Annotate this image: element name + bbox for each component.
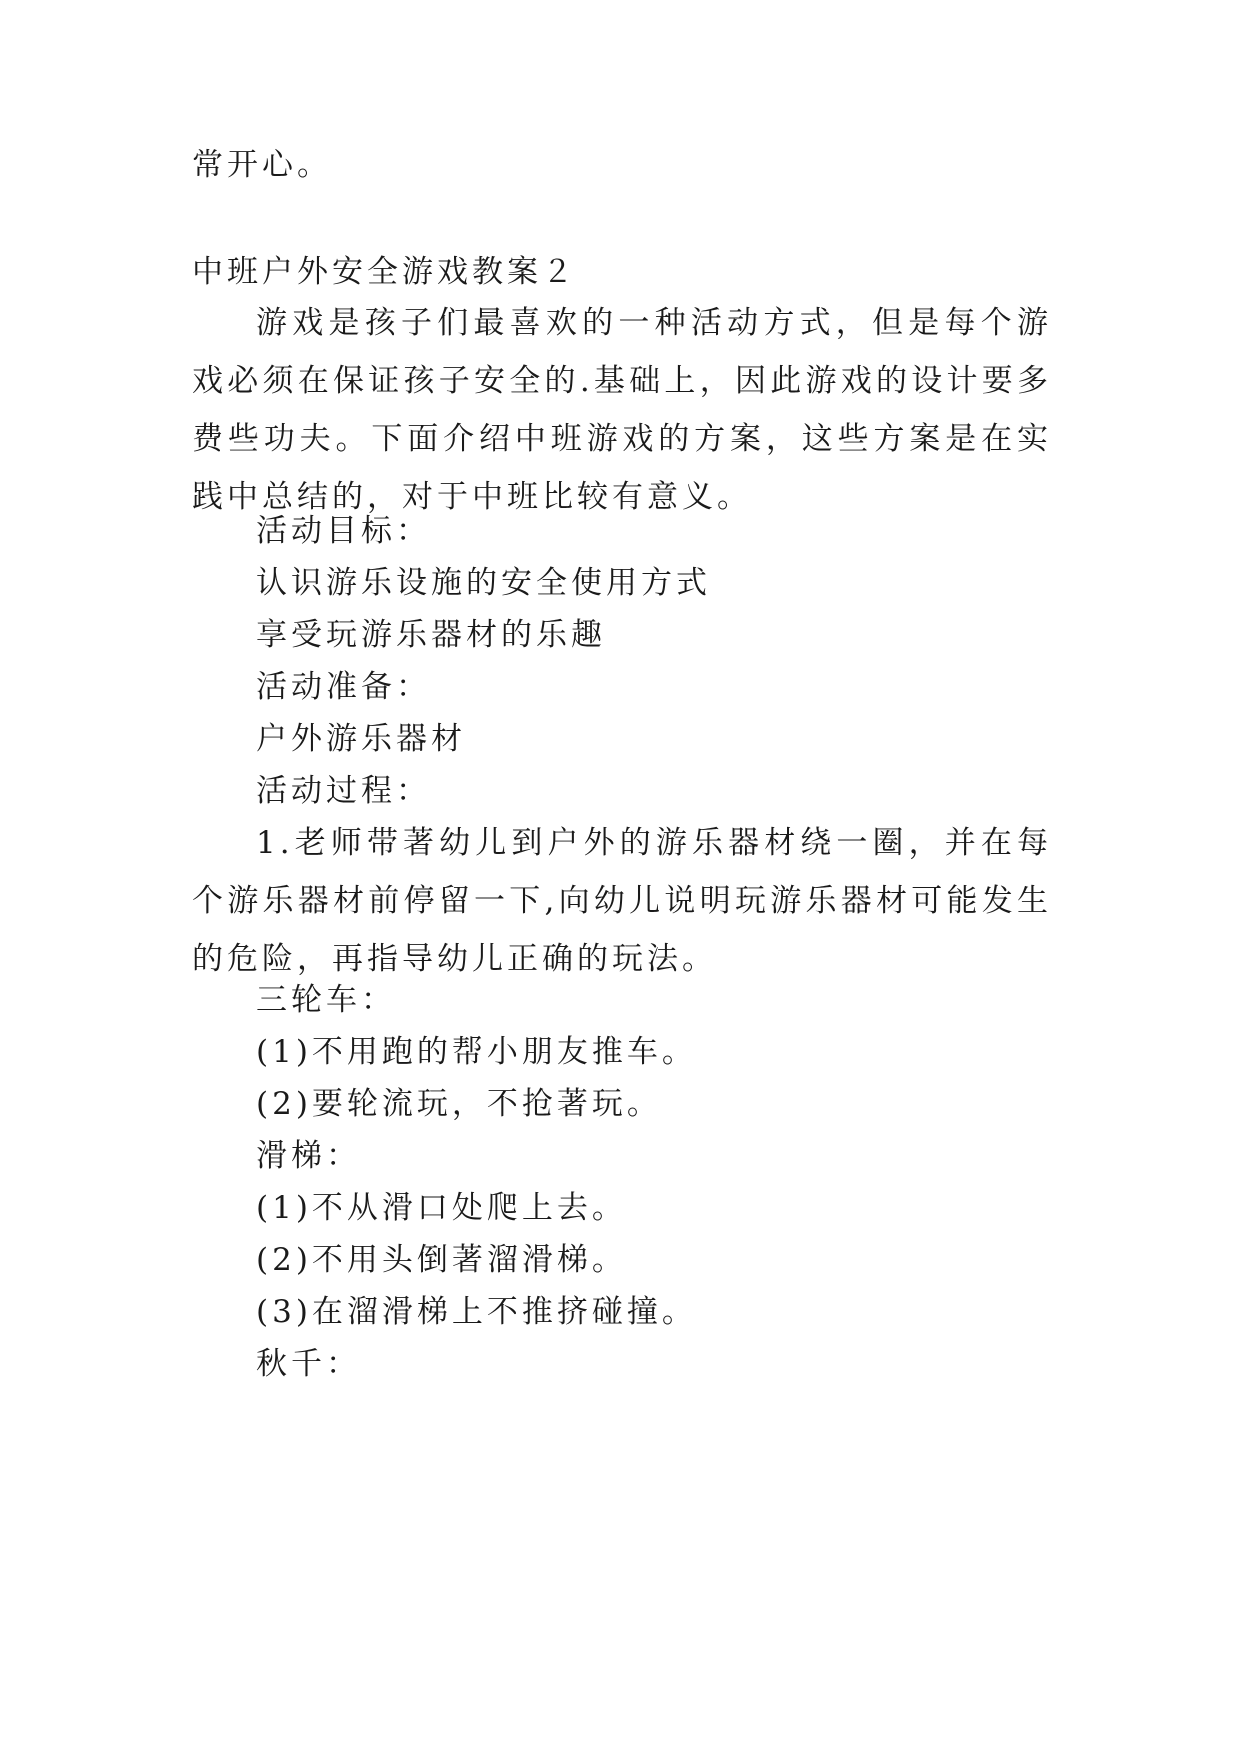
- swing-heading: 秋千：: [256, 1346, 361, 1382]
- slide-rule-1: (1)不从滑口处爬上去。: [256, 1190, 627, 1226]
- process-step-1: 1.老师带著幼儿到户外的游乐器材绕一圈，并在每个游乐器材前停留一下,向幼儿说明玩游乐器材可能发生的危险，再指导幼儿正确的玩法。: [192, 825, 1052, 977]
- tricycle-rule-2: (2)要轮流玩，不抢著玩。: [256, 1086, 662, 1122]
- intro-paragraph: 游戏是孩子们最喜欢的一种活动方式，但是每个游戏必须在保证孩子安全的.基础上，因此游戏的设计要多费些功夫。下面介绍中班游戏的方案，这些方案是在实践中总结的，对于中班比较有意义。: [192, 305, 1052, 515]
- prep-item-1: 户外游乐器材: [256, 721, 466, 757]
- process-heading: 活动过程：: [256, 773, 431, 809]
- tricycle-heading: 三轮车：: [256, 982, 396, 1018]
- goal-item-1: 认识游乐设施的安全使用方式: [256, 565, 711, 601]
- section-title: 中班户外安全游戏教案２: [192, 254, 577, 290]
- tricycle-rule-1: (1)不用跑的帮小朋友推车。: [256, 1034, 697, 1070]
- slide-heading: 滑梯：: [256, 1138, 361, 1174]
- slide-rule-2: (2)不用头倒著溜滑梯。: [256, 1242, 627, 1278]
- goal-heading: 活动目标：: [256, 513, 431, 549]
- slide-rule-3: (3)在溜滑梯上不推挤碰撞。: [256, 1294, 697, 1330]
- goal-item-2: 享受玩游乐器材的乐趣: [256, 617, 606, 653]
- prep-heading: 活动准备：: [256, 669, 431, 705]
- continuation-line: 常开心。: [192, 147, 332, 183]
